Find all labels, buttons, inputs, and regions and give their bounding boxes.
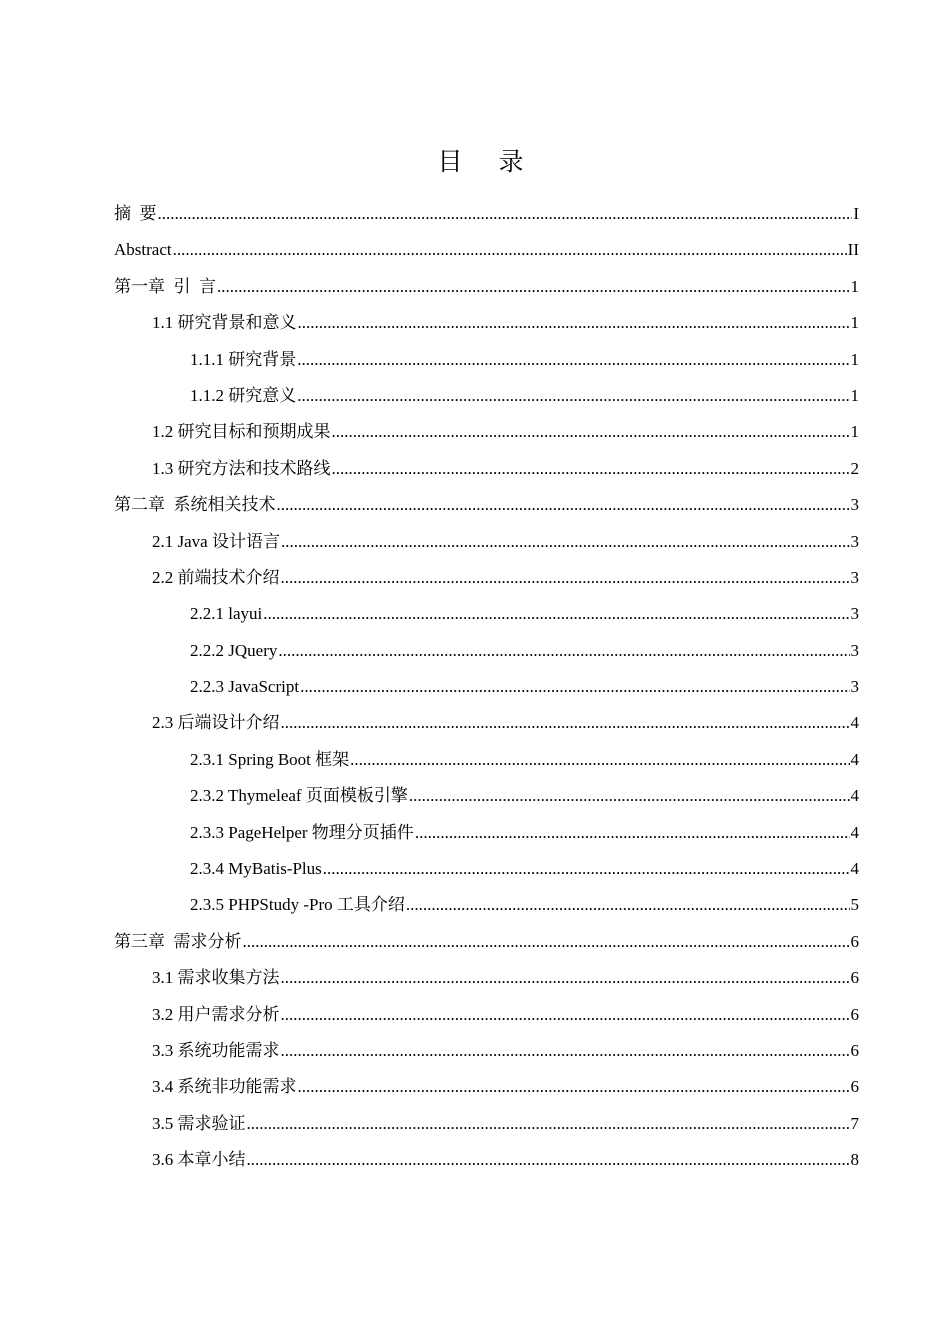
toc-entry-page-number: 6 [850,968,859,988]
toc-dot-leader [281,524,850,560]
toc-entry[interactable] [114,705,859,741]
toc-entry-page-number: 6 [850,1040,859,1060]
toc-entry[interactable] [114,232,859,268]
toc-entry-page-number: 4 [850,822,859,842]
toc-title: 目 录 [437,147,538,176]
toc-entry[interactable] [114,742,859,778]
toc-dot-leader [281,1033,850,1069]
toc-entry-page-number: 1 [850,276,859,296]
toc-dot-leader [243,924,850,960]
toc-dot-leader [297,342,849,378]
toc-entry-label: 3.2 用户需求分析 [152,1004,280,1024]
toc-entry-label: 2.2.2 JQuery [190,640,278,660]
toc-entry-page-number: 2 [850,458,859,478]
toc-entry[interactable] [114,1142,859,1178]
toc-dot-leader [247,1106,850,1142]
toc-entry-page-number: 3 [850,495,859,515]
toc-entry[interactable] [114,596,859,632]
toc-dot-leader [281,560,850,596]
toc-entry-page-number: 4 [850,786,859,806]
toc-entry[interactable] [114,778,859,814]
toc-entry-label: Abstract [114,240,172,260]
toc-entry-page-number: 3 [850,677,859,697]
toc-entry-label: 1.1 研究背景和意义 [152,313,297,333]
toc-dot-leader [278,633,849,669]
toc-entry[interactable] [114,1033,859,1069]
toc-entry[interactable] [114,342,859,378]
toc-dot-leader [173,232,847,268]
toc-entry-label: 2.2.1 layui [190,604,263,624]
toc-entry[interactable] [114,305,859,341]
toc-entry[interactable] [114,815,859,851]
toc-entry-label: 第一章 引 言 [114,276,216,296]
toc-entry-page-number: 6 [850,1077,859,1097]
toc-dot-leader [297,378,849,414]
toc-dot-leader [332,451,850,487]
toc-entry-label: 第三章 需求分析 [114,931,242,951]
toc-entry[interactable] [114,487,859,523]
toc-entry-label: 2.3.5 PHPStudy -Pro 工具介绍 [190,895,405,915]
toc-entry-page-number: 3 [850,531,859,551]
toc-dot-leader [247,1142,850,1178]
toc-dot-leader [263,596,849,632]
toc-entry-label: 1.2 研究目标和预期成果 [152,422,331,442]
toc-entry-page-number: 7 [850,1113,859,1133]
toc-entry-label: 2.3.3 PageHelper 物理分页插件 [190,822,414,842]
toc-entry-page-number: 5 [850,895,859,915]
toc-entry-page-number: 1 [850,313,859,333]
toc-entry[interactable] [114,887,859,923]
toc-entry-label: 2.2 前端技术介绍 [152,567,280,587]
toc-entry-page-number: I [853,204,859,223]
toc-entry[interactable] [114,1069,859,1105]
toc-entry-label: 1.1.1 研究背景 [190,349,297,369]
toc-dot-leader [281,997,850,1033]
toc-entry[interactable] [114,451,859,487]
toc-entry-page-number: 6 [850,1004,859,1024]
toc-entry-page-number: 1 [850,422,859,442]
toc-entry[interactable] [114,414,859,450]
toc-entry-label: 3.1 需求收集方法 [152,968,280,988]
toc-entry[interactable] [114,669,859,705]
toc-entry[interactable] [114,997,859,1033]
toc-entry-label: 摘 要 [114,204,157,223]
toc-dot-leader [158,196,853,232]
toc-entry-page-number: 1 [850,349,859,369]
toc-entry-page-number: 3 [850,567,859,587]
toc-entry-label: 2.3.2 Thymeleaf 页面模板引擎 [190,786,408,806]
toc-entry[interactable] [114,524,859,560]
toc-entry-page-number: 6 [850,931,859,951]
toc-dot-leader [281,705,850,741]
toc-dot-leader [415,815,850,851]
toc-entry-page-number: 8 [850,1150,859,1170]
toc-entry[interactable] [114,633,859,669]
toc-dot-leader [406,887,850,923]
toc-entry-label: 2.3.1 Spring Boot 框架 [190,749,350,769]
toc-entry-label: 2.3.4 MyBatis-Plus [190,859,322,879]
toc-list [114,196,859,1179]
toc-entry[interactable] [114,1106,859,1142]
toc-entry[interactable] [114,924,859,960]
toc-entry-page-number: 4 [850,713,859,733]
toc-entry-label: 3.4 系统非功能需求 [152,1077,297,1097]
toc-entry[interactable] [114,560,859,596]
toc-entry-page-number: 1 [850,385,859,405]
toc-entry-page-number: 3 [850,604,859,624]
toc-entry[interactable] [114,960,859,996]
toc-entry-label: 1.3 研究方法和技术路线 [152,458,331,478]
toc-entry-label: 3.3 系统功能需求 [152,1040,280,1060]
toc-dot-leader [323,851,850,887]
toc-dot-leader [281,960,850,996]
toc-entry-page-number: 4 [850,859,859,879]
toc-dot-leader [300,669,849,705]
toc-entry[interactable] [114,851,859,887]
toc-entry-page-number: 4 [850,749,859,769]
toc-entry-label: 2.1 Java 设计语言 [152,531,280,551]
toc-entry-label: 3.5 需求验证 [152,1113,246,1133]
toc-dot-leader [217,269,850,305]
toc-entry-page-number: 3 [850,640,859,660]
toc-dot-leader [298,1069,850,1105]
toc-entry[interactable] [114,196,859,232]
toc-dot-leader [277,487,850,523]
toc-entry-label: 2.3 后端设计介绍 [152,713,280,733]
toc-entry-page-number: II [847,240,859,260]
toc-entry-label: 1.1.2 研究意义 [190,385,297,405]
toc-entry[interactable] [114,378,859,414]
toc-dot-leader [332,414,850,450]
toc-entry-label: 第二章 系统相关技术 [114,495,276,515]
toc-entry-label: 3.6 本章小结 [152,1150,246,1170]
toc-entry-label: 2.2.3 JavaScript [190,677,300,697]
toc-entry[interactable] [114,269,859,305]
toc-dot-leader [298,305,850,341]
toc-dot-leader [350,742,849,778]
toc-dot-leader [409,778,850,814]
